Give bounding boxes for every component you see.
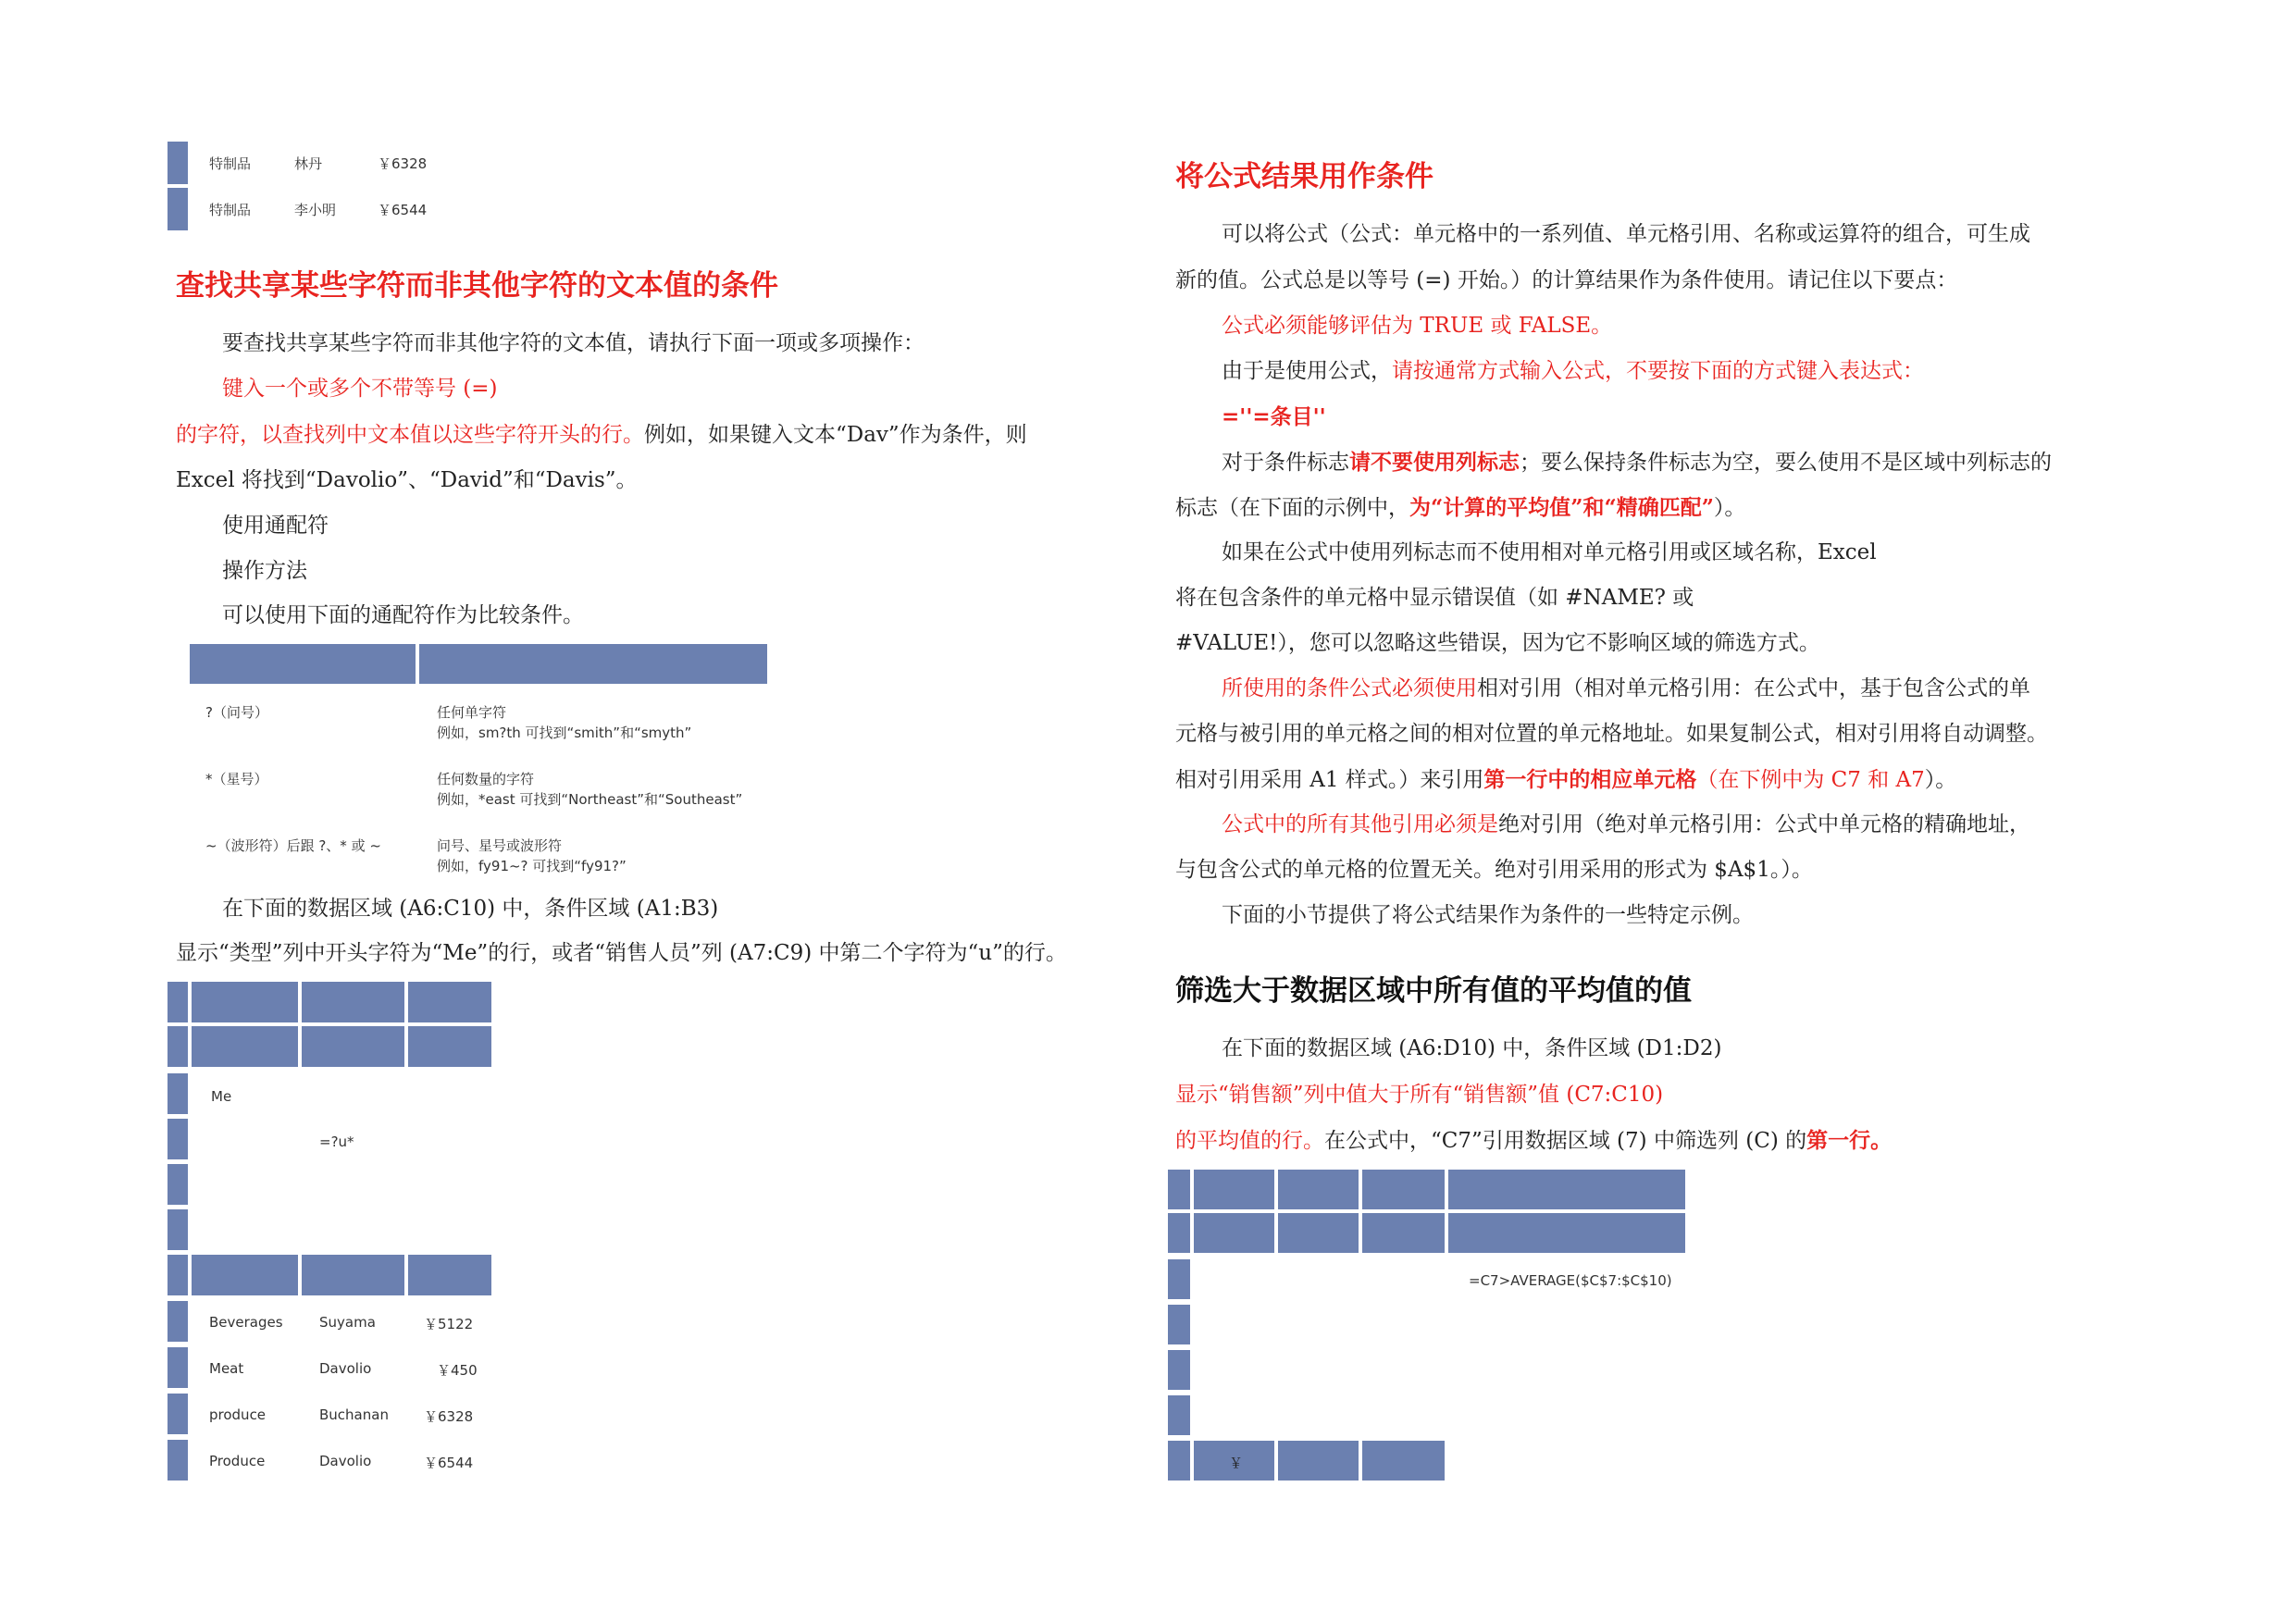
data-row-1-type: Beverages — [209, 1314, 283, 1331]
grid-r3-c0 — [168, 1073, 188, 1114]
data-row-2-amount: ￥450 — [437, 1362, 478, 1379]
data-row-4-marker — [168, 1440, 188, 1481]
right-p9-red: 公式中的所有其他引用必须是 — [1222, 812, 1498, 836]
right-p7-line2: 将在包含条件的单元格中显示错误值（如 #NAME? 或 — [1175, 586, 1694, 610]
grid-r1-c0 — [168, 982, 188, 1022]
top-row-1-name: 林丹 — [294, 155, 323, 172]
rgrid-r1-c2 — [1278, 1170, 1359, 1209]
data-row-3-name: Buchanan — [319, 1406, 389, 1423]
grid-r1-c1 — [192, 982, 298, 1022]
wildcard-1-sym: ?（问号） — [205, 704, 268, 721]
rgrid-r2-c3 — [1362, 1213, 1445, 1253]
rgrid-r7-c0 — [1168, 1441, 1190, 1481]
rgrid-r1-c0 — [1168, 1170, 1190, 1209]
wildcard-3-example: 例如，fy91~? 可找到“fy91?” — [437, 858, 627, 874]
right-p5-red: 请不要使用列标志 — [1349, 450, 1520, 475]
rgrid-r2-c1 — [1194, 1213, 1274, 1253]
right-p6 — [1175, 495, 1745, 522]
grid-r6-c0 — [168, 1209, 188, 1250]
top-row-2-name: 李小明 — [294, 202, 337, 218]
right-p9-line2: 与包含公式的单元格的位置无关。绝对引用采用的形式为 $A$1。）。 — [1175, 858, 1813, 882]
right-p7-line3: #VALUE!），您可以忽略这些错误，因为它不影响区域的筛选方式。 — [1175, 631, 1820, 655]
right-p8-line3-a: 相对引用采用 A1 样式。）来引用 — [1175, 768, 1484, 792]
grid-r5-c0 — [168, 1164, 188, 1205]
left-bullet-1: 键入一个或多个不带等号 (=) — [222, 377, 498, 401]
top-row-2-marker — [168, 188, 188, 230]
right-section-title-2: 筛选大于数据区域中所有值的平均值的值 — [1175, 974, 1692, 1008]
yen-sign: ￥ — [1229, 1455, 1244, 1471]
rgrid-r7-c2 — [1278, 1441, 1359, 1481]
wildcard-2-example: 例如，*east 可找到“Northeast”和“Southeast” — [437, 791, 743, 808]
right-q3-rest: 在公式中，“C7”引用数据区域 (7) 中筛选列 (C) 的 — [1324, 1129, 1807, 1153]
left-section-title: 查找共享某些字符而非其他字符的文本值的条件 — [176, 269, 778, 303]
grid-r7-c3 — [408, 1255, 491, 1295]
grid-r7-c2 — [302, 1255, 404, 1295]
rgrid-r1-c4 — [1448, 1170, 1685, 1209]
wildcard-3-sym: ~（波形符）后跟 ?、* 或 ~ — [205, 837, 381, 854]
rgrid-r2-c2 — [1278, 1213, 1359, 1253]
rgrid-r4-c0 — [1168, 1305, 1190, 1344]
data-row-4-amount: ￥6544 — [424, 1455, 474, 1471]
right-p8-line3-red-bold: 第一行中的相应单元格 — [1483, 767, 1697, 792]
grid-r2-c1 — [192, 1026, 298, 1067]
wildcard-1-example: 例如，sm?th 可找到“smith”和“smyth” — [437, 725, 692, 741]
grid-r2-c2 — [302, 1026, 404, 1067]
data-row-1-amount: ￥5122 — [424, 1316, 474, 1332]
wildcard-2-desc: 任何数量的字符 — [437, 771, 535, 787]
left-line-3: Excel 将找到“Davolio”、“David”和“Davis”。 — [176, 468, 638, 492]
rgrid-r1-c3 — [1362, 1170, 1445, 1209]
right-p5 — [1222, 450, 2052, 477]
left-method: 操作方法 — [222, 559, 307, 583]
left-use-wildcard: 使用通配符 — [222, 514, 329, 538]
left-intro: 要查找共享某些字符而非其他字符的文本值，请执行下面一项或多项操作： — [222, 331, 925, 355]
wildcard-2-sym: *（星号） — [205, 771, 268, 787]
right-p8-rest: 相对引用（相对单元格引用：在公式中，基于包含公式的单 — [1477, 676, 2030, 700]
right-q3-red: 的平均值的行。 — [1175, 1129, 1324, 1153]
right-section-title: 将公式结果用作条件 — [1175, 160, 1433, 193]
rgrid-r1-c1 — [1194, 1170, 1274, 1209]
right-q3-red-bold: 第一行。 — [1806, 1128, 1893, 1153]
right-p6-a: 标志（在下面的示例中， — [1175, 496, 1409, 520]
left-line-2-red: 的字符，以查找列中文本值以这些字符开头的行。 — [176, 423, 644, 447]
right-p7-line1: 如果在公式中使用列标志而不使用相对单元格引用或区域名称，Excel — [1222, 540, 1877, 564]
data-row-1-name: Suyama — [319, 1314, 376, 1331]
right-q1: 在下面的数据区域 (A6:D10) 中，条件区域 (D1:D2) — [1222, 1036, 1722, 1060]
data-row-3-type: produce — [209, 1406, 267, 1423]
rgrid-r5-c0 — [1168, 1350, 1190, 1390]
criteria-me: Me — [211, 1088, 232, 1105]
right-p4: =''=条目'' — [1222, 404, 1326, 429]
top-row-2-amount: ￥6544 — [378, 202, 428, 218]
right-p3 — [1222, 359, 1924, 385]
right-p8-line3-red: （在下例中为 C7 和 A7 — [1696, 768, 1925, 792]
data-row-1-marker — [168, 1301, 188, 1342]
right-p8-line1 — [1222, 676, 2030, 702]
left-wildcard-intro: 可以使用下面的通配符作为比较条件。 — [222, 603, 584, 627]
rgrid-r2-c0 — [1168, 1213, 1190, 1253]
right-p2: 公式必须能够评估为 TRUE 或 FALSE。 — [1222, 314, 1613, 338]
rgrid-r7-c3 — [1362, 1441, 1445, 1481]
right-p3-red: 请按通常方式输入公式，不要按下面的方式键入表达式： — [1392, 359, 1924, 383]
right-q2: 显示“销售额”列中值大于所有“销售额”值 (C7:C10) — [1175, 1083, 1664, 1107]
right-p8-line3 — [1175, 767, 1956, 794]
left-range-line-2: 显示“类型”列中开头字符为“Me”的行，或者“销售人员”列 (A7:C9) 中第二个字符为“u”的行。 — [176, 941, 1067, 965]
right-p10: 下面的小节提供了将公式结果作为条件的一些特定示例。 — [1222, 903, 1754, 927]
wildcard-table-header-1 — [190, 644, 416, 684]
wildcard-3-desc: 问号、星号或波形符 — [437, 837, 563, 854]
grid-r4-c0 — [168, 1119, 188, 1159]
top-row-1-type: 特制品 — [209, 155, 252, 172]
wildcard-table-header-2 — [419, 644, 767, 684]
right-p6-red: 为“计算的平均值”和“精确匹配” — [1409, 495, 1714, 520]
data-row-2-marker — [168, 1347, 188, 1388]
right-p9-rest: 绝对引用（绝对单元格引用：公式中单元格的精确地址， — [1498, 812, 2030, 836]
grid-r7-c0 — [168, 1255, 188, 1295]
wildcard-1-desc: 任何单字符 — [437, 704, 507, 721]
left-range-line-1: 在下面的数据区域 (A6:C10) 中，条件区域 (A1:B3) — [222, 897, 719, 921]
data-row-3-marker — [168, 1394, 188, 1434]
grid-r1-c2 — [302, 982, 404, 1022]
right-p8-red: 所使用的条件公式必须使用 — [1222, 676, 1477, 700]
right-q3 — [1175, 1128, 1892, 1155]
rgrid-r2-c4 — [1448, 1213, 1685, 1253]
right-p6-b: ）。 — [1713, 496, 1746, 520]
data-row-2-name: Davolio — [319, 1360, 372, 1377]
right-p8-line3-end: ）。 — [1924, 768, 1957, 792]
rgrid-r3-c0 — [1168, 1259, 1190, 1299]
grid-r7-c1 — [192, 1255, 298, 1295]
formula-cell: =C7>AVERAGE($C$7:$C$10) — [1469, 1272, 1672, 1289]
rgrid-r6-c0 — [1168, 1395, 1190, 1435]
right-p3-a: 由于是使用公式， — [1222, 359, 1392, 383]
data-row-3-amount: ￥6328 — [424, 1408, 474, 1425]
criteria-u: =?u* — [319, 1134, 354, 1150]
grid-r1-c3 — [408, 982, 491, 1022]
grid-r2-c0 — [168, 1026, 188, 1067]
top-row-1-marker — [168, 142, 188, 184]
right-p1-line1: 可以将公式（公式：单元格中的一系列值、单元格引用、名称或运算符的组合，可生成 — [1222, 222, 2030, 246]
left-line-2 — [176, 423, 1027, 449]
data-row-4-name: Davolio — [319, 1453, 372, 1469]
right-p5-b: ；要么保持条件标志为空，要么使用不是区域中列标志的 — [1520, 451, 2052, 475]
top-row-2-type: 特制品 — [209, 202, 252, 218]
top-row-1-amount: ￥6328 — [378, 155, 428, 172]
right-p9-line1 — [1222, 812, 2030, 838]
data-row-2-type: Meat — [209, 1360, 244, 1377]
right-p5-a: 对于条件标志 — [1222, 451, 1349, 475]
right-p1-line2: 新的值。公式总是以等号 (=) 开始。）的计算结果作为条件使用。请记住以下要点： — [1175, 268, 1958, 292]
right-p8-line2: 元格与被引用的单元格之间的相对位置的单元格地址。如果复制公式，相对引用将自动调整。 — [1175, 722, 2048, 746]
left-line-2-rest: 例如，如果键入文本“Dav”作为条件，则 — [644, 423, 1027, 447]
data-row-4-type: Produce — [209, 1453, 266, 1469]
grid-r2-c3 — [408, 1026, 491, 1067]
